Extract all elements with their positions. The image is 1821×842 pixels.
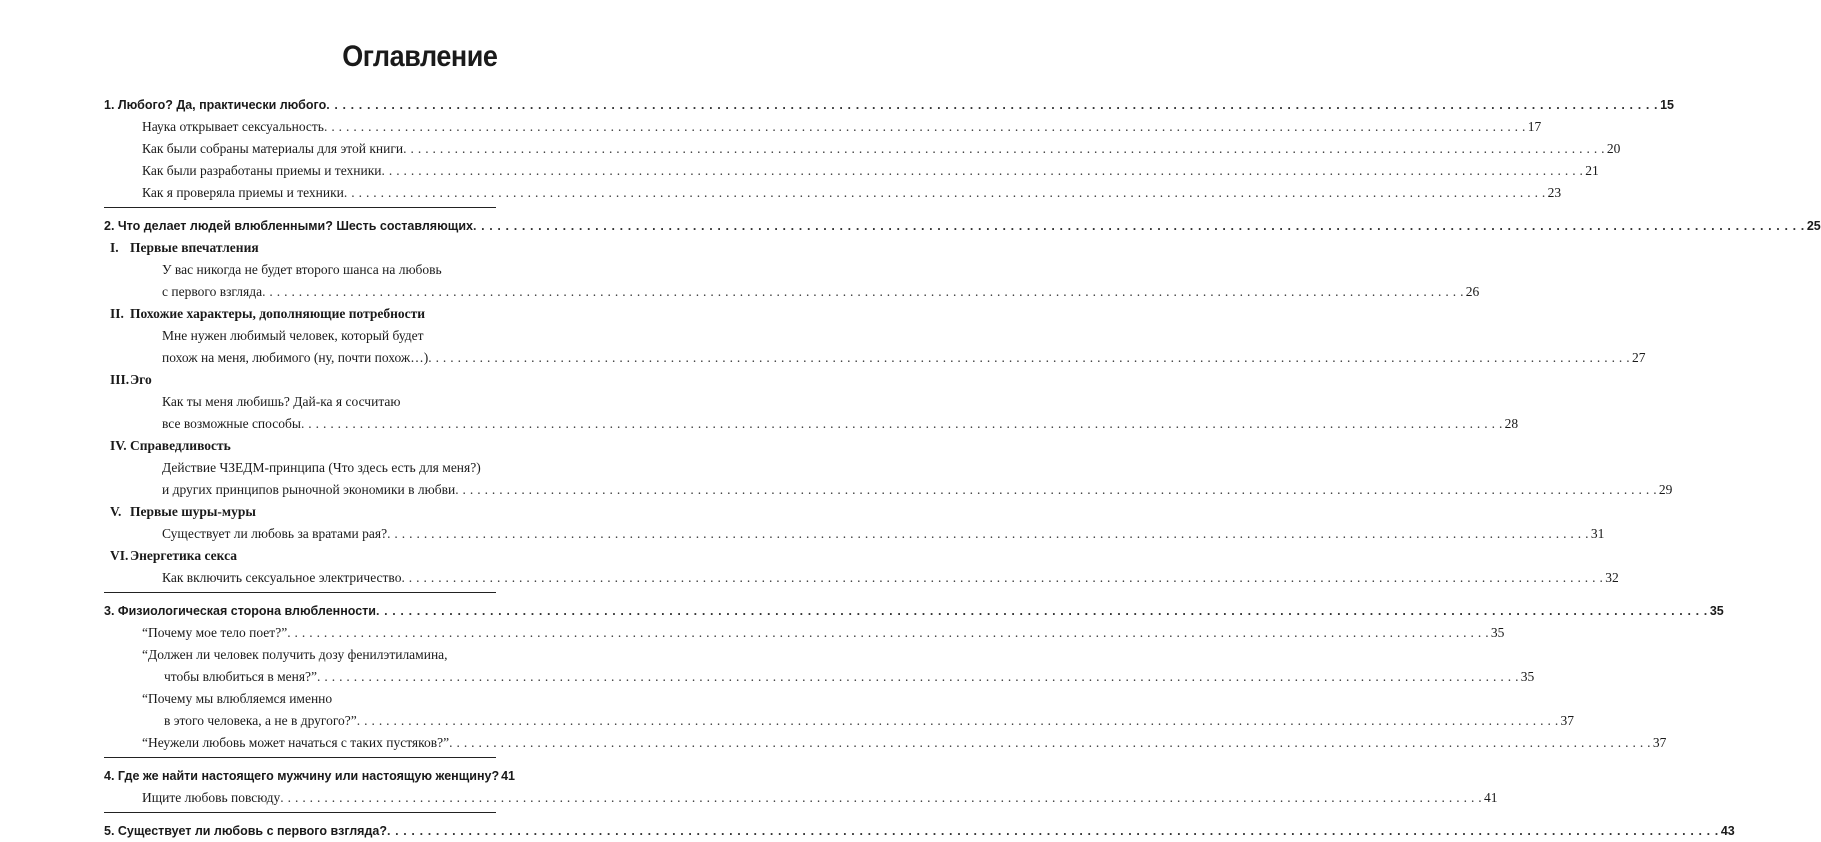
- chapter-entry[interactable]: [104, 94, 1674, 116]
- dot-leader: [449, 732, 1651, 754]
- entry-title: чтобы влюбиться в меня?”: [164, 669, 318, 684]
- section-number: III.: [110, 372, 130, 387]
- entry-title: Как были собраны материалы для этой книги: [142, 141, 404, 156]
- section-number: VI.: [110, 548, 129, 563]
- dot-leader: [401, 567, 1603, 589]
- entry-title: и других принципов рыночной экономики в любви: [162, 482, 456, 497]
- chapter-entry[interactable]: [104, 600, 1724, 622]
- toc-entry[interactable]: [104, 138, 1621, 160]
- toc-entry[interactable]: [104, 644, 496, 666]
- page-number: 43: [1720, 824, 1735, 838]
- page-number: 23: [1547, 185, 1562, 200]
- page-number: 35: [1520, 669, 1535, 684]
- page-number: 29: [1658, 482, 1673, 497]
- entry-title: Первые шуры-муры: [130, 504, 256, 519]
- dot-leader: [455, 479, 1657, 501]
- page-number: 21: [1585, 163, 1599, 178]
- toc-entry[interactable]: [104, 622, 1505, 644]
- entry-title: “Должен ли человек получить дозу фенилэтиламина,: [142, 647, 448, 662]
- toc-entry[interactable]: [104, 116, 1542, 138]
- toc-entry[interactable]: [104, 688, 496, 710]
- section-heading[interactable]: [104, 501, 496, 523]
- entry-title: Мне нужен любимый человек, который будет: [162, 328, 424, 343]
- section-heading[interactable]: [104, 369, 496, 391]
- entry-title: Действие ЧЗЕДМ-принципа (Что здесь есть для меня?): [162, 460, 481, 475]
- entry-title: Как я проверяла приемы и техники: [142, 185, 344, 200]
- page-number: 27: [1631, 350, 1646, 365]
- toc-entry[interactable]: [104, 666, 1535, 688]
- dot-leader: [357, 710, 1559, 732]
- entry-title: Первые впечатления: [130, 240, 259, 255]
- section-label: [110, 545, 237, 567]
- section-heading[interactable]: [104, 237, 496, 259]
- section-label: [110, 237, 259, 259]
- entry-title: У вас никогда не будет второго шанса на любовь: [162, 262, 442, 277]
- dot-leader: [344, 182, 1546, 204]
- chapter-entry[interactable]: [104, 820, 1735, 842]
- toc-entry[interactable]: [104, 160, 1599, 182]
- chapter-divider: [104, 592, 496, 593]
- chapter-entry[interactable]: [104, 765, 516, 787]
- page-number: 15: [1660, 98, 1674, 112]
- toc-entry[interactable]: [104, 710, 1575, 732]
- dot-leader: [428, 347, 1630, 369]
- section-label: [110, 501, 256, 523]
- entry-title: Как включить сексуальное электричество: [162, 570, 402, 585]
- entry-title: Эго: [130, 372, 152, 387]
- section-heading[interactable]: [104, 303, 496, 325]
- page-number: 28: [1504, 416, 1519, 431]
- entry-title: 4. Где же найти настоящего мужчину или настоящую женщину?: [104, 769, 500, 783]
- dot-leader: [301, 413, 1503, 435]
- toc-entry[interactable]: [104, 281, 1480, 303]
- toc-entry[interactable]: [104, 479, 1673, 501]
- entry-title: “Неужели любовь может начаться с таких пустяков?”: [142, 735, 450, 750]
- toc-entry[interactable]: [104, 259, 496, 281]
- entry-title: Существует ли любовь за вратами рая?: [162, 526, 388, 541]
- page-number: 37: [1560, 713, 1575, 728]
- dot-leader: [376, 600, 1708, 622]
- toc-entry[interactable]: [104, 182, 1562, 204]
- entry-title: похож на меня, любимого (ну, почти похож…): [162, 350, 429, 365]
- page-number: 41: [501, 769, 516, 783]
- section-label: [110, 435, 231, 457]
- page-number: 35: [1709, 604, 1724, 618]
- dot-leader: [387, 523, 1589, 545]
- entry-title: Как были разработаны приемы и техники: [142, 163, 382, 178]
- section-heading[interactable]: [104, 435, 496, 457]
- entry-title: “Почему мое тело поет?”: [142, 625, 288, 640]
- toc-entry[interactable]: [104, 787, 1498, 809]
- entry-title: Ищите любовь повсюду: [142, 790, 281, 805]
- toc-entry[interactable]: [104, 413, 1519, 435]
- dot-leader: [287, 622, 1489, 644]
- entry-title: 1. Любого? Да, практически любого: [104, 98, 327, 112]
- entry-title: с первого взгляда: [162, 284, 263, 299]
- toc-entry[interactable]: [104, 523, 1605, 545]
- dot-leader: [382, 160, 1584, 182]
- page-number: 35: [1490, 625, 1505, 640]
- page-title: Оглавление: [341, 40, 497, 73]
- page-number: 20: [1606, 141, 1621, 156]
- entry-title: все возможные способы: [162, 416, 301, 431]
- page-number: 41: [1484, 790, 1498, 805]
- entry-title: Как ты меня любишь? Дай-ка я сосчитаю: [162, 394, 401, 409]
- toc-entry[interactable]: [104, 391, 496, 413]
- chapter-entry[interactable]: [104, 215, 1821, 237]
- entry-title: Похожие характеры, дополняющие потребности: [130, 306, 426, 321]
- section-number: I.: [110, 240, 119, 255]
- dot-leader: [326, 94, 1658, 116]
- entry-title: “Почему мы влюбляемся именно: [142, 691, 333, 706]
- section-number: V.: [110, 504, 122, 519]
- entry-title: Справедливость: [130, 438, 231, 453]
- entry-title: в этого человека, а не в другого?”: [164, 713, 357, 728]
- toc-entry[interactable]: [104, 457, 496, 479]
- chapter-divider: [104, 207, 496, 208]
- entry-title: 5. Существует ли любовь с первого взгляда?: [104, 824, 387, 838]
- dot-leader: [403, 138, 1605, 160]
- dot-leader: [280, 787, 1482, 809]
- entry-title: Наука открывает сексуальность: [142, 119, 324, 134]
- entry-title: 3. Физиологическая сторона влюбленности: [104, 604, 376, 618]
- page-number: 31: [1590, 526, 1605, 541]
- section-number: II.: [110, 306, 124, 321]
- chapter-divider: [104, 812, 496, 813]
- section-number: IV.: [110, 438, 127, 453]
- toc-entry[interactable]: [104, 347, 1646, 369]
- entry-title: Энергетика секса: [130, 548, 237, 563]
- page-number: 26: [1465, 284, 1480, 299]
- toc-entry[interactable]: [104, 732, 1667, 754]
- dot-leader: [324, 116, 1526, 138]
- section-heading[interactable]: [104, 545, 496, 567]
- section-label: [110, 369, 152, 391]
- toc-entry[interactable]: [104, 325, 496, 347]
- dot-leader: [473, 215, 1805, 237]
- toc-entry[interactable]: [104, 567, 1619, 589]
- entry-title: 2. Что делает людей влюбленными? Шесть составляющих: [104, 219, 473, 233]
- page-number: 37: [1652, 735, 1667, 750]
- section-label: [110, 303, 425, 325]
- page-number: 25: [1806, 219, 1821, 233]
- page-number: 32: [1605, 570, 1619, 585]
- chapter-divider: [104, 757, 496, 758]
- page-number: 17: [1527, 119, 1542, 134]
- dot-leader: [262, 281, 1464, 303]
- dot-leader: [317, 666, 1519, 688]
- dot-leader: [387, 820, 1719, 842]
